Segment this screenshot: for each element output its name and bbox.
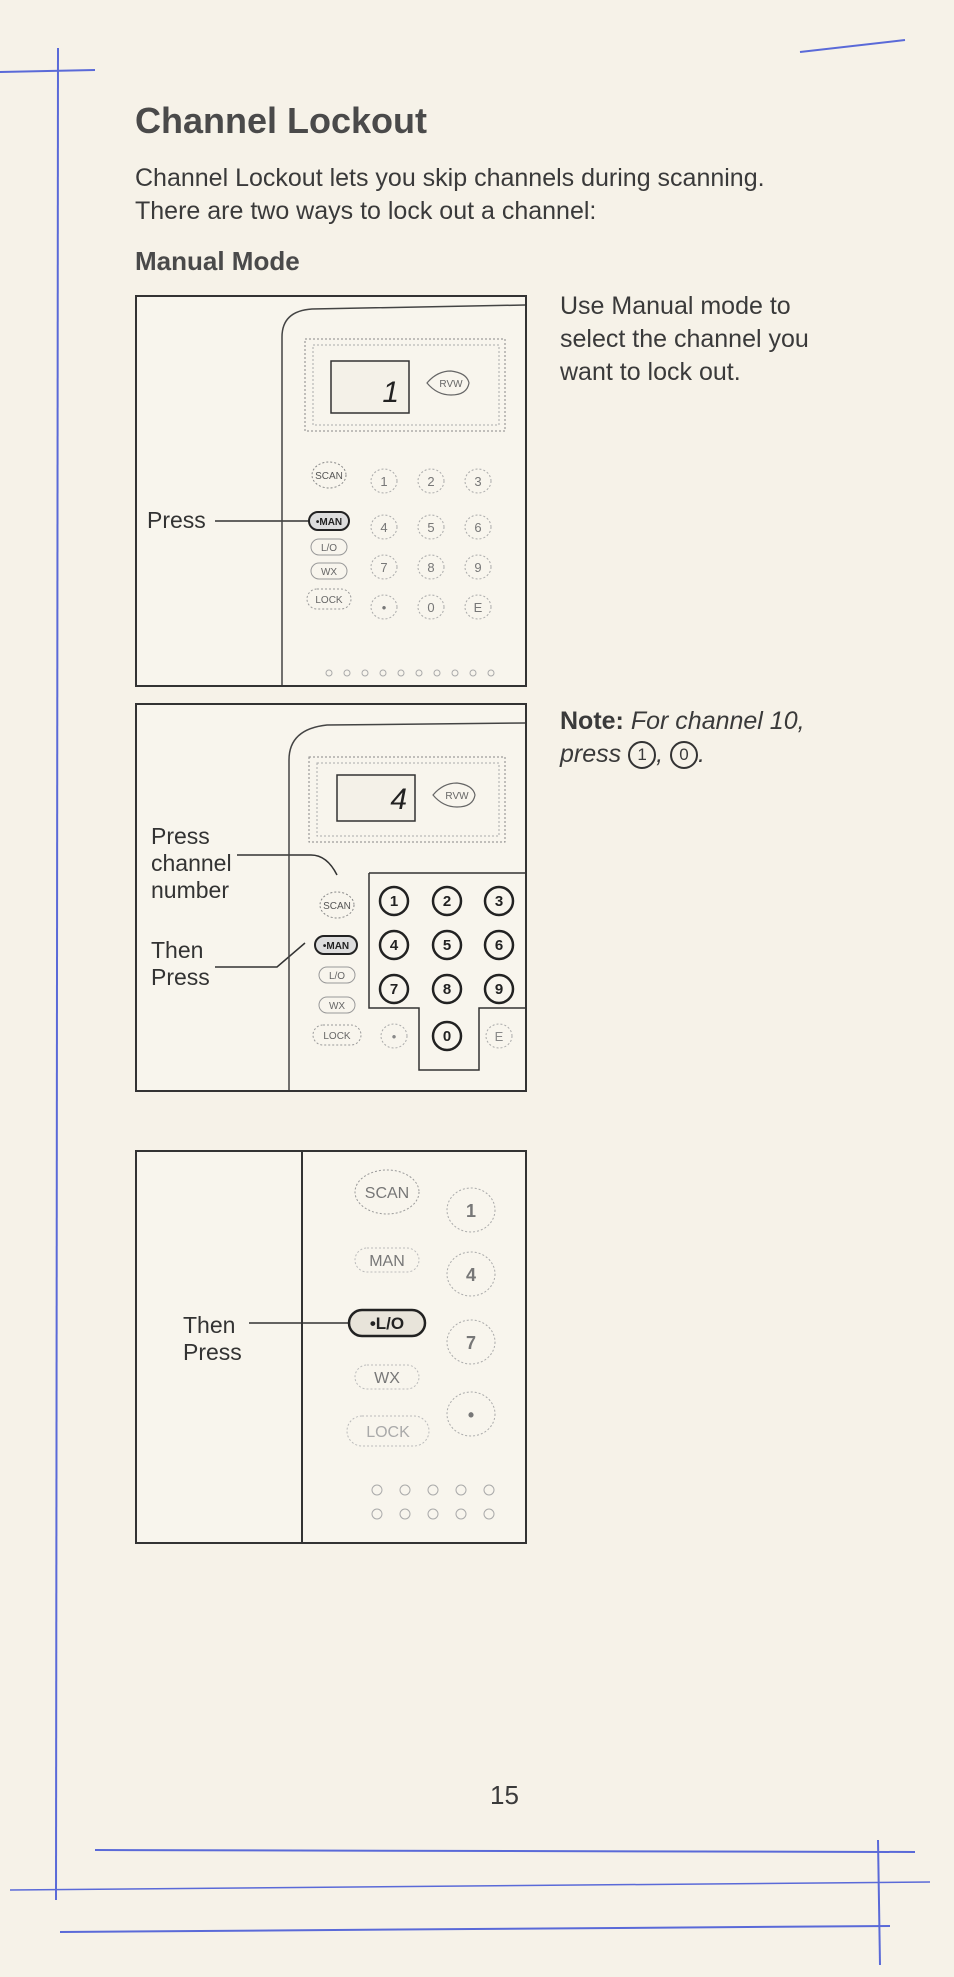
svg-text:0: 0 xyxy=(427,600,435,615)
fig2-key-6 xyxy=(485,931,513,959)
fig1-logo: RVW xyxy=(439,379,463,390)
fig1-key-9 xyxy=(465,555,491,579)
intro-line-1: Channel Lockout lets you skip channels during scanning. xyxy=(135,164,765,192)
svg-text:WX: WX xyxy=(374,1370,400,1387)
fig2-key-4 xyxy=(380,931,408,959)
page-number: 15 xyxy=(490,1780,519,1810)
fig1-key-3 xyxy=(465,469,491,493)
fig2-key-7 xyxy=(380,975,408,1003)
fig1-scanner xyxy=(137,297,525,685)
figure-1-panel xyxy=(135,295,527,687)
fig2-key-5 xyxy=(433,931,461,959)
figure-2-panel xyxy=(135,703,527,1092)
fig2-label-channel: channel xyxy=(151,850,232,876)
fig1-key-lock xyxy=(307,589,351,609)
svg-text:L/O: L/O xyxy=(328,971,346,982)
fig1-key-e xyxy=(465,595,491,619)
side-line-1: Use Manual mode to xyxy=(560,292,791,320)
svg-text:WX: WX xyxy=(320,567,338,578)
fig2-key-8 xyxy=(433,975,461,1003)
fig3-key-4 xyxy=(447,1252,495,1296)
svg-text:5: 5 xyxy=(442,937,452,954)
fig3-key-lock xyxy=(347,1416,429,1446)
svg-text:E: E xyxy=(494,1029,504,1044)
fig2-label-press2: Press xyxy=(151,964,210,990)
svg-text:7: 7 xyxy=(380,560,388,575)
svg-text:•MAN: •MAN xyxy=(322,941,350,952)
note xyxy=(560,705,860,771)
fig2-key-lo xyxy=(319,967,355,983)
svg-text:7: 7 xyxy=(389,981,399,998)
page-title: Channel Lockout xyxy=(135,100,428,141)
fig2-key-3 xyxy=(485,887,513,915)
fig2-label-then: Then xyxy=(151,937,204,963)
fig1-key-dot xyxy=(371,595,397,619)
fig1-key-man xyxy=(309,512,349,530)
svg-text:3: 3 xyxy=(494,893,504,910)
fig2-key-1 xyxy=(380,887,408,915)
key-1-icon: 1 xyxy=(628,741,656,769)
svg-text:4: 4 xyxy=(465,1265,477,1285)
fig3-key-dot xyxy=(447,1392,495,1436)
svg-text:5: 5 xyxy=(427,520,435,535)
svg-text:E: E xyxy=(473,600,483,615)
fig1-display-digit: 1 xyxy=(382,376,399,409)
fig2-logo: RVW xyxy=(445,791,469,802)
svg-text:1: 1 xyxy=(389,893,399,910)
fig1-speaker-holes xyxy=(326,670,494,676)
fig3-key-man xyxy=(355,1248,419,1272)
side-line-3: want to lock out. xyxy=(560,358,741,386)
svg-text:1: 1 xyxy=(465,1201,477,1221)
svg-text:•L/O: •L/O xyxy=(369,1314,405,1333)
fig2-label-number: number xyxy=(151,877,229,903)
fig2-scanner xyxy=(137,705,525,1090)
fig3-label-press: Press xyxy=(183,1339,242,1365)
fig3-speaker-holes xyxy=(372,1485,494,1519)
fig1-key-scan xyxy=(312,462,346,488)
svg-text:SCAN: SCAN xyxy=(315,471,343,482)
fig1-key-lo xyxy=(311,539,347,555)
svg-text:6: 6 xyxy=(474,520,482,535)
fig1-key-2 xyxy=(418,469,444,493)
fig1-key-7 xyxy=(371,555,397,579)
side-line-2: select the channel you xyxy=(560,325,809,353)
svg-text:L/O: L/O xyxy=(320,543,338,554)
fig2-key-man xyxy=(315,936,357,954)
fig3-label-then: Then xyxy=(183,1312,236,1338)
fig1-press-label: Press xyxy=(147,507,206,533)
fig1-key-8 xyxy=(418,555,444,579)
fig1-key-5 xyxy=(418,515,444,539)
figure-3-panel xyxy=(135,1150,527,1544)
fig2-label-press: Press xyxy=(151,823,210,849)
svg-text:•: • xyxy=(381,600,387,615)
fig2-key-0 xyxy=(433,1022,461,1050)
note-text: For channel 10, xyxy=(630,707,805,735)
svg-text:8: 8 xyxy=(427,560,435,575)
fig2-key-scan xyxy=(320,892,354,918)
svg-text:1: 1 xyxy=(380,474,388,489)
note-separator: , xyxy=(656,740,664,768)
fig3-key-scan xyxy=(355,1170,419,1214)
note-end: . xyxy=(698,740,705,768)
svg-text:•MAN: •MAN xyxy=(315,517,343,528)
fig2-key-lock xyxy=(313,1025,361,1045)
svg-text:4: 4 xyxy=(389,937,399,954)
svg-text:3: 3 xyxy=(474,474,482,489)
fig2-key-9 xyxy=(485,975,513,1003)
svg-text:SCAN: SCAN xyxy=(364,1185,410,1202)
fig1-key-wx xyxy=(311,563,347,579)
svg-text:0: 0 xyxy=(442,1028,452,1045)
intro-line-2: There are two ways to lock out a channel: xyxy=(135,197,597,225)
intro-paragraph xyxy=(135,162,835,228)
svg-text:LOCK: LOCK xyxy=(315,595,343,606)
fig3-key-7 xyxy=(447,1320,495,1364)
svg-text:2: 2 xyxy=(442,893,452,910)
fig1-key-1 xyxy=(371,469,397,493)
side-instructions xyxy=(560,290,860,389)
fig3-key-lo xyxy=(349,1310,425,1336)
fig1-key-4 xyxy=(371,515,397,539)
fig2-key-2 xyxy=(433,887,461,915)
fig3-key-1 xyxy=(447,1188,495,1232)
fig3-key-wx xyxy=(355,1365,419,1389)
svg-text:2: 2 xyxy=(427,474,435,489)
fig1-key-0 xyxy=(418,595,444,619)
svg-text:MAN: MAN xyxy=(369,1253,405,1270)
svg-text:LOCK: LOCK xyxy=(366,1424,410,1441)
note-label: Note: xyxy=(560,707,624,735)
key-0-icon: 0 xyxy=(670,741,698,769)
svg-text:9: 9 xyxy=(474,560,482,575)
fig1-key-6 xyxy=(465,515,491,539)
fig2-key-dot xyxy=(381,1024,407,1048)
section-heading: Manual Mode xyxy=(135,246,300,276)
svg-text:SCAN: SCAN xyxy=(323,901,351,912)
svg-text:•: • xyxy=(467,1405,475,1425)
svg-text:LOCK: LOCK xyxy=(323,1031,351,1042)
note-press: press xyxy=(560,740,622,768)
svg-text:7: 7 xyxy=(465,1333,477,1353)
svg-text:•: • xyxy=(391,1029,397,1044)
fig2-display-digit: 4 xyxy=(390,783,407,816)
svg-text:8: 8 xyxy=(442,981,452,998)
svg-text:4: 4 xyxy=(380,520,388,535)
fig2-key-wx xyxy=(319,997,355,1013)
svg-text:9: 9 xyxy=(494,981,504,998)
fig3-scanner xyxy=(137,1152,525,1542)
fig2-key-e xyxy=(486,1024,512,1048)
svg-text:6: 6 xyxy=(494,937,504,954)
svg-text:WX: WX xyxy=(328,1001,346,1012)
